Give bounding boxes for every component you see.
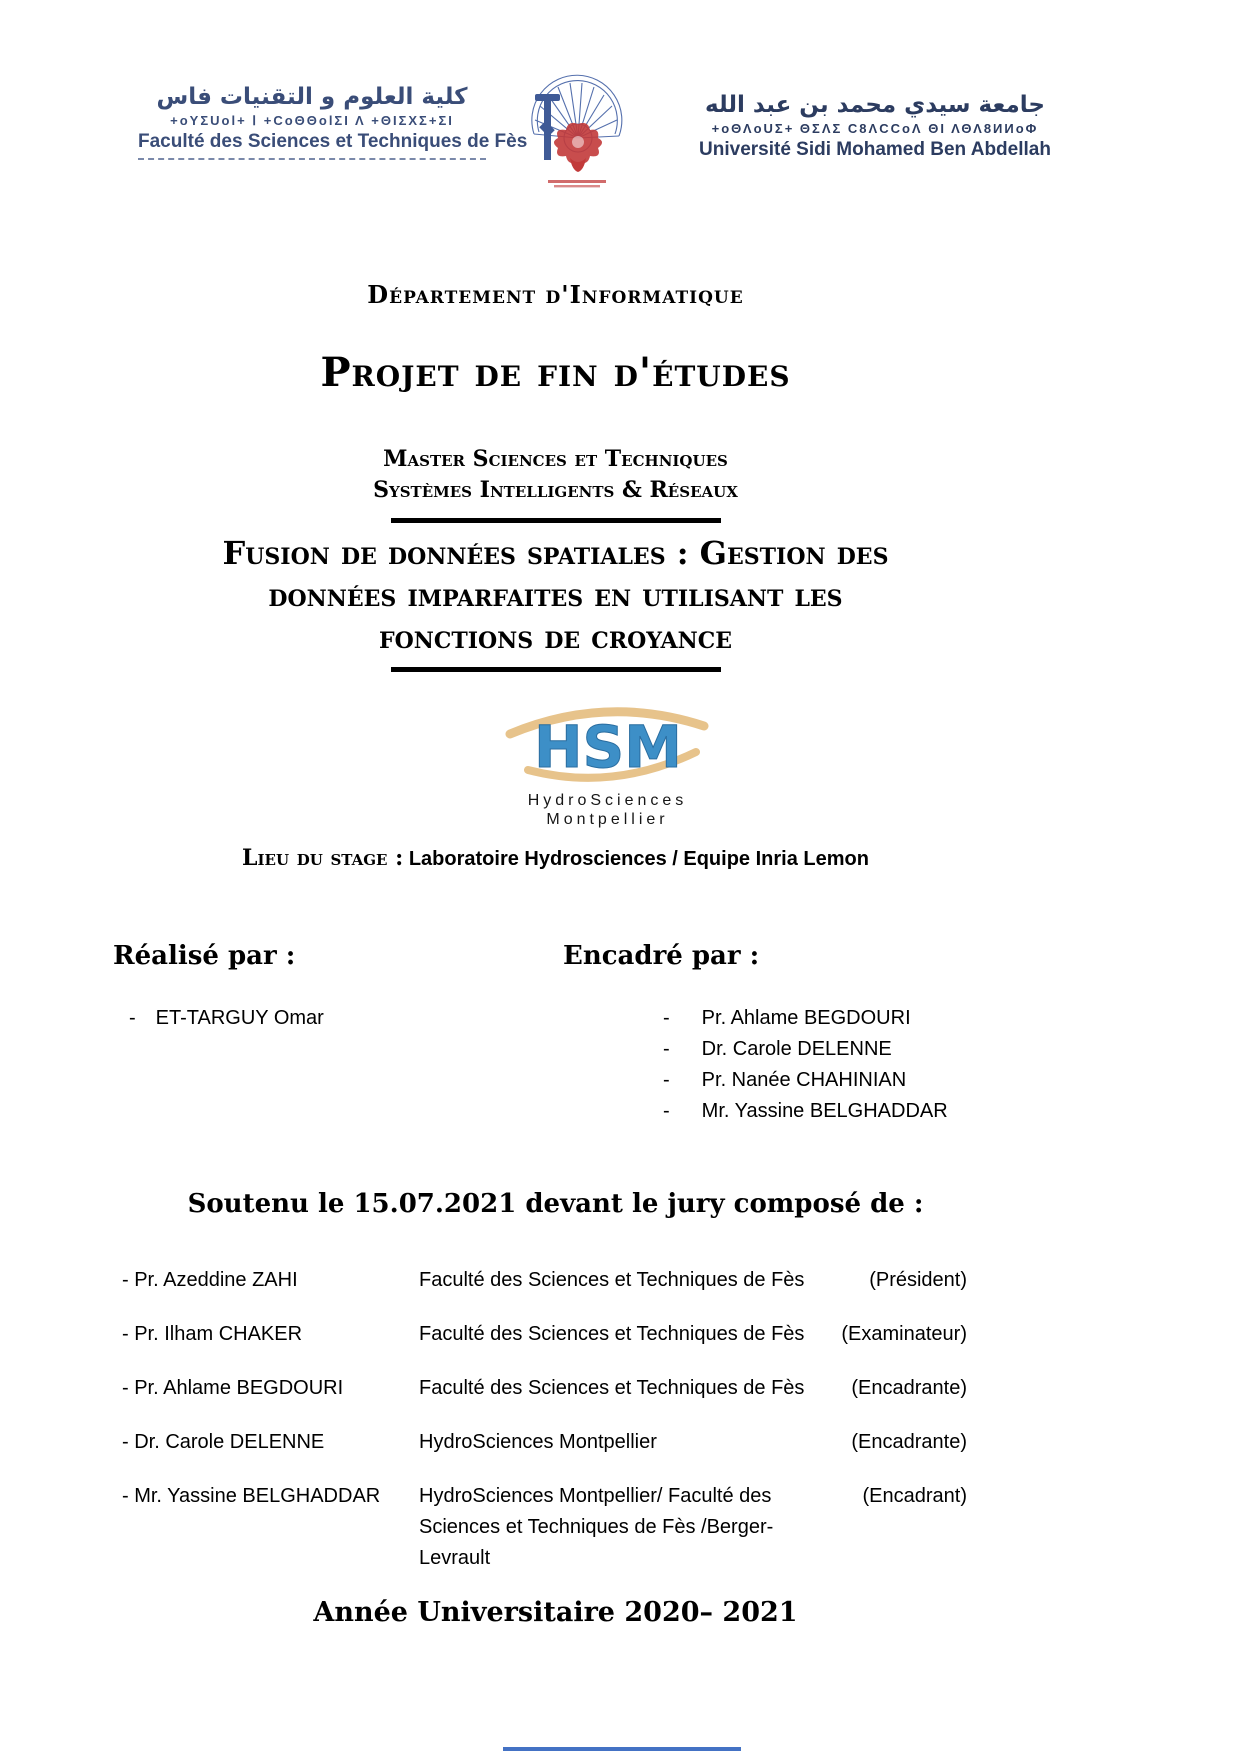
fst-french-name: Faculté des Sciences et Techniques de Fès [138, 131, 528, 153]
jury-member-affiliation: Faculté des Sciences et Techniques de Fès [419, 1269, 805, 1291]
divider-rule-top [391, 518, 721, 523]
jury-member-name: - Pr. Ahlame BEGDOURI [122, 1377, 344, 1399]
thesis-title-line1: Fusion de données spatiales : Gestion des [222, 534, 889, 572]
master-program [0, 444, 1111, 506]
jury-member-affiliation: HydroSciences Montpellier [419, 1431, 657, 1453]
jury-member-name: - Mr. Yassine BELGHADDAR [122, 1485, 381, 1507]
academic-year: Année Universitaire 2020– 2021 [313, 1597, 798, 1628]
jury-row [122, 1265, 967, 1296]
university-seal-icon [508, 58, 628, 192]
supervisor-name: Dr. Carole DELENNE [701, 1038, 892, 1060]
author-name: ET-TARGUY Omar [155, 1007, 324, 1029]
jury-member-affiliation: Faculté des Sciences et Techniques de Fès [419, 1377, 805, 1399]
supervisor-name: Pr. Nanée CHAHINIAN [701, 1069, 907, 1091]
page-bottom-accent-line [503, 1747, 741, 1751]
hsm-logo [488, 692, 728, 829]
hsm-acronym: HSM [533, 713, 682, 781]
internship-location-value: Laboratoire Hydrosciences / Equipe Inria Lemon [403, 848, 869, 870]
supervisor-name: Pr. Ahlame BEGDOURI [701, 1007, 911, 1029]
jury-member-role: (Examinateur) [841, 1323, 967, 1345]
thesis-title-line3: fonctions de croyance [378, 618, 733, 656]
fst-tifinagh-name: +oYΣUol+ Ⅰ +ϹoΘΘolΣΙ Λ +ΘΙΣΧΣ+ΣΙ [170, 113, 454, 129]
usmba-logo [640, 58, 1110, 161]
decorative-dashed-rule [138, 158, 486, 160]
defense-statement: Soutenu le 15.07.2021 devant le jury composé de : [187, 1189, 924, 1219]
master-program-line1: Master Sciences et Techniques [383, 446, 728, 472]
thesis-title [0, 532, 1111, 658]
fst-arabic-name: كلية العلوم و التقنيات فاس [156, 84, 468, 110]
people-section [0, 941, 1111, 1127]
jury-member-role: (Encadrante) [851, 1377, 967, 1399]
jury-member-role: (Encadrant) [862, 1485, 967, 1507]
usmba-arabic-name: جامعة سيدي محمد بن عبد الله [705, 92, 1045, 118]
supervisor-heading: Encadré par : [563, 941, 760, 971]
list-item [663, 1003, 1111, 1034]
jury-row [122, 1319, 967, 1350]
jury-member-name: - Dr. Carole DELENNE [122, 1431, 325, 1453]
author-heading: Réalisé par : [113, 941, 296, 971]
usmba-tifinagh-name: +oΘΛoUΣ+ ΘΣΛΣ Ϲ8ΛϹϹoΛ ΘΙ ΛΘΛ8ИИoΦ [711, 121, 1039, 137]
hsm-logo-icon [488, 692, 728, 788]
hsm-name-line1: HydroSciences [527, 792, 688, 809]
list-item [129, 1003, 563, 1034]
jury-row [122, 1427, 967, 1458]
list-item [663, 1096, 1111, 1127]
jury-table [122, 1265, 967, 1574]
supervisor-column [563, 941, 1111, 1127]
internship-location-label: Lieu du stage : [242, 845, 404, 871]
jury-member-name: - Pr. Ilham CHAKER [122, 1323, 303, 1345]
author-list [113, 1003, 563, 1034]
list-bullet: - [663, 1069, 670, 1091]
master-program-line2: Systèmes Intelligents & Réseaux [373, 477, 738, 503]
thesis-title-line2: données imparfaites en utilisant les [268, 576, 843, 614]
jury-member-affiliation: Faculté des Sciences et Techniques de Fès [419, 1323, 805, 1345]
author-column [113, 941, 563, 1127]
divider-rule-bottom [391, 667, 721, 672]
list-bullet: - [663, 1007, 670, 1029]
fst-fes-logo [138, 58, 528, 160]
list-bullet: - [129, 1007, 136, 1029]
usmba-french-name: Université Sidi Mohamed Ben Abdellah [699, 139, 1051, 161]
jury-member-role: (Président) [869, 1269, 967, 1291]
department-heading: Département d'Informatique [367, 280, 744, 309]
jury-row [122, 1373, 967, 1404]
supervisor-list [563, 1003, 1111, 1127]
supervisor-name: Mr. Yassine BELGHADDAR [701, 1100, 948, 1122]
jury-member-affiliation: HydroSciences Montpellier/ Faculté des Sciences et Techniques de Fès /Berger-Levrault [419, 1485, 774, 1569]
document-type-title: Projet de fin d'études [320, 349, 791, 396]
list-item [663, 1034, 1111, 1065]
internship-location [0, 845, 1111, 871]
jury-member-role: (Encadrante) [851, 1431, 967, 1453]
list-item [663, 1065, 1111, 1096]
jury-row [122, 1481, 967, 1574]
list-bullet: - [663, 1100, 670, 1122]
header-logos [0, 0, 1111, 192]
hsm-name-line2: Montpellier [546, 811, 669, 828]
list-bullet: - [663, 1038, 670, 1060]
jury-member-name: - Pr. Azeddine ZAHI [122, 1269, 298, 1291]
